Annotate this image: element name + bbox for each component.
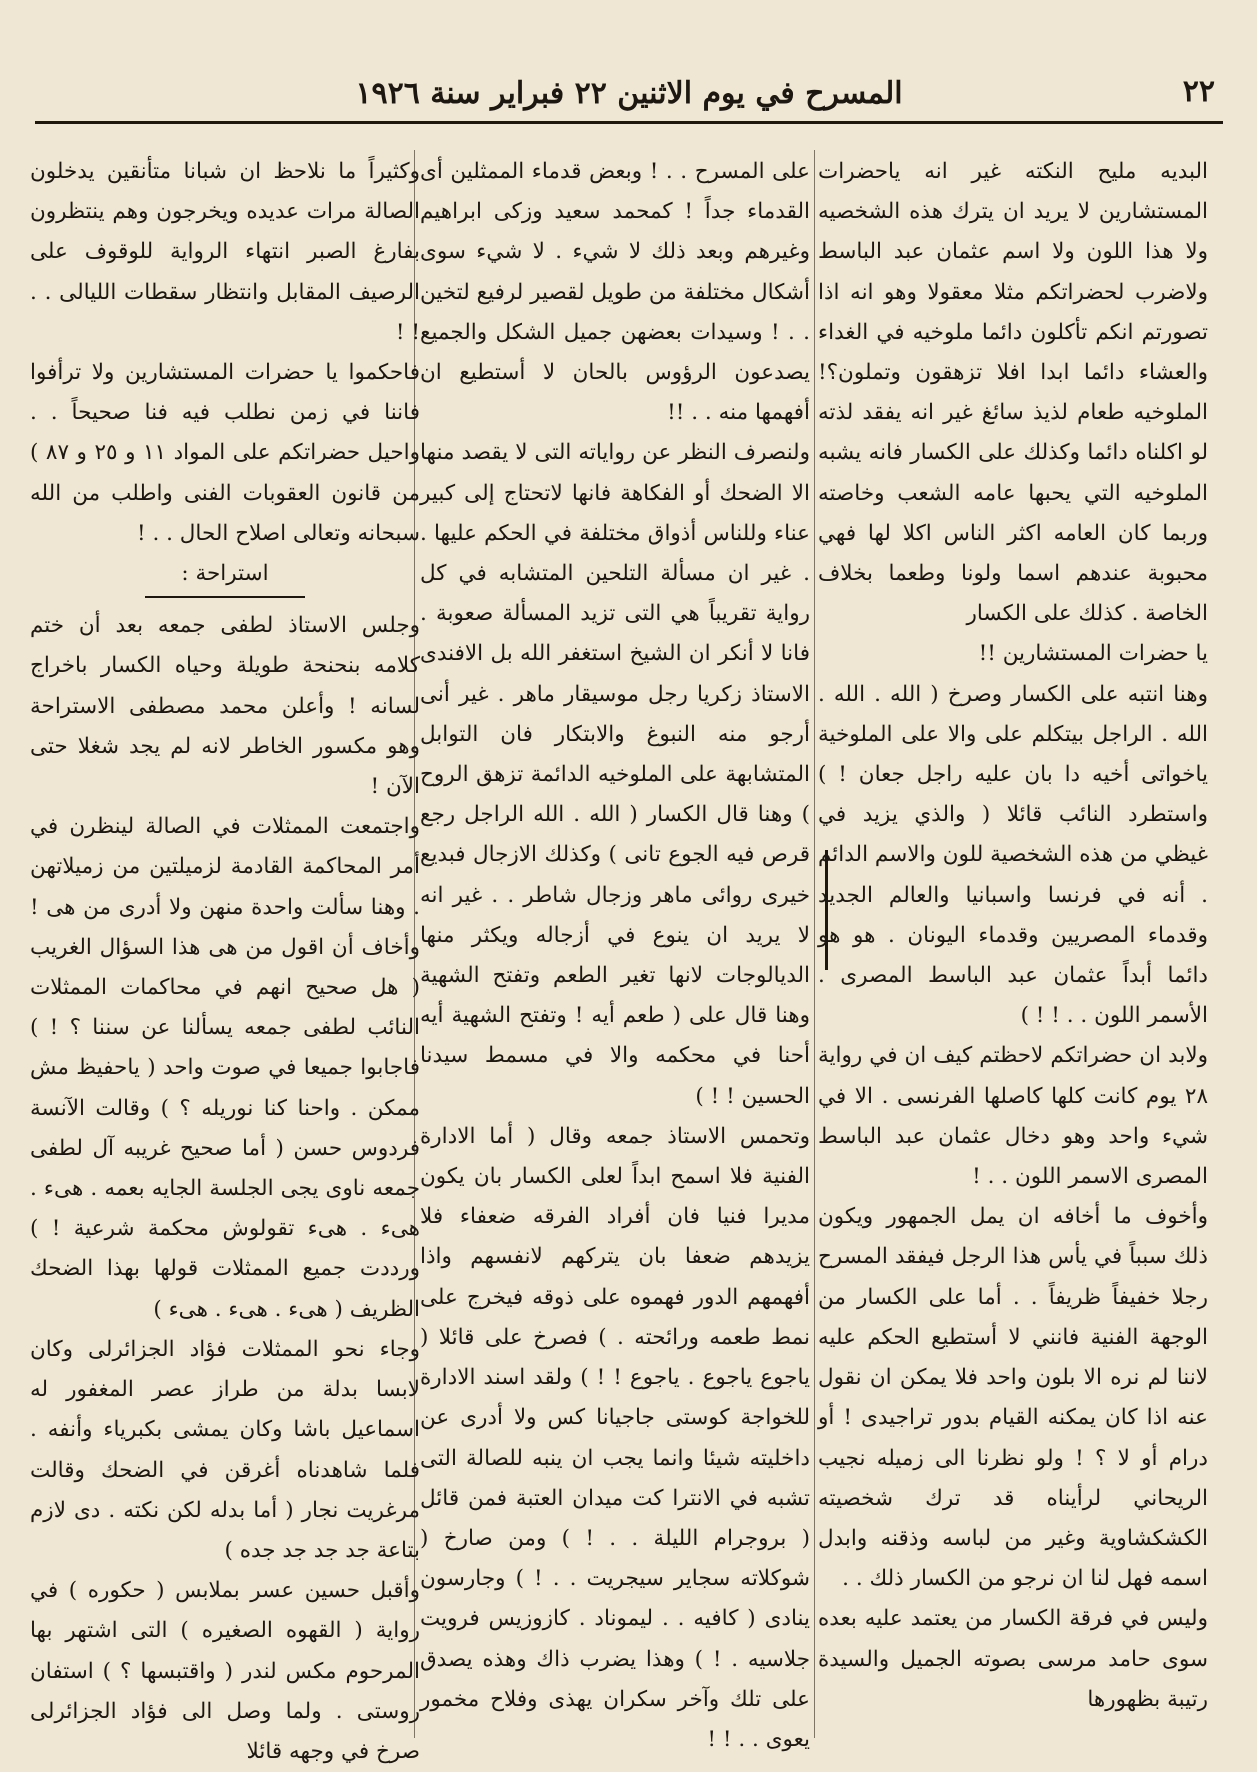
paragraph: وهنا انتبه على الكسار وصرخ ( الله . الله . الله . الراجل بيتكلم على والا على الملوخية ياخواتى أخيه دا بان عليه راجل جعان ! ) واستطرد النائب قائلا ( والذي يزيد في غيظي من هذه الشخصية للون والاسم الدائم . أنه في فرنسا واسبانيا والعالم الجديد وقدماء المصريين وقدماء اليونان . هو هو دائما أبداً عثمان عبد الباسط المصرى . الأسمر اللون . . ! ! ) (818, 681, 1208, 1029)
header-rule (35, 121, 1223, 124)
section-subheading: استراحة : (181, 561, 269, 587)
column-right (818, 152, 1208, 1732)
column-left (30, 152, 420, 1764)
subheading-rule (145, 596, 305, 598)
paragraph: البديه مليح النكته غير انه ياحضرات المستشارين لا يريد ان يترك هذه الشخصيه ولا هذا اللون ولا اسم عثمان عبد الباسط ولاضرب لحضراتكم مثلا معقولا وهو انه اذا تصورتم انكم تأكلون دائما ملوخيه في الغداء والعشاء دائما ابدا افلا تزهقون وتملون؟! الملوخيه طعام لذيذ سائغ غير انه يفقد لذته لو اكلناه دائما وكذلك على الكسار فانه يشبه الملوخيه التي يحبها عامه الشعب وخاصته وربما كان العامه اكثر الناس اكلا لها فهي محبوبة عندهم اسما ولونا وطعما بخلاف الخاصة . كذلك على الكسار (818, 159, 1208, 627)
column-separator (814, 150, 815, 1738)
paragraph: وأخوف ما أخافه ان يمل الجمهور ويكون ذلك سبباً في يأس هذا الرجل فيفقد المسرح رجلا خفيفاً ظريفاً . . أما على الكسار من الوجهة الفنية فانني لا أستطيع الحكم عليه لاننا لم نره الا بلون واحد فلا يمكن ان نقول عنه اذا كان يمكنه القيام بدور تراجيدى ! أو درام أو لا ؟ ! ولو نظرنا الى زميله نجيب الريحاني لرأيناه قد ترك شخصيته الكشكشاوية وغير من لباسه وذقنه وابدل اسمه فهل لنا ان نرجو من الكسار ذلك . . (818, 1204, 1208, 1592)
paragraph: ولنصرف النظر عن رواياته التى لا يقصد منها الا الضحك أو الفكاهة فانها لاتحتاج إلى كبير عناء وللناس أذواق مختلفة في الحكم عليها . . غير ان مسألة التلحين المتشابه في كل رواية تقريباً هي التى تزيد المسألة صعوبة . فانا لا أنكر ان الشيخ استغفر الله بل الافندى الاستاذ زكريا رجل موسيقار ماهر . غير أنى أرجو منه النبوغ والابتكار فان التوابل المتشابهة على الملوخيه الدائمة تزهق الروح ) وهنا قال الكسار ( الله . الله الراجل رجع قرص فيه الجوع تانى ) وكذلك الازجال فبديع خيرى روائى ماهر وزجال شاطر . . غير انه لا يريد ان ينوع في أزجاله ويكثر منها الديالوجات لانها تغير الطعم وتفتح الشهية وهنا قال على ( طعم أيه ! وتفتح الشهية أيه أحنا في محكمه والا في مسمط سيدنا الحسين ! ! ) (420, 440, 810, 1109)
paragraph: وأقبل حسين عسر بملابس ( حكوره ) في رواية ( القهوه الصغيره ) التى اشتهر بها المرحوم مكس لندر ( واقتبسها ؟ ) استفان روستى . ولما وصل الى فؤاد الجزائرلى صرخ في وجهه قائلا (30, 1578, 420, 1764)
column-middle (420, 152, 810, 1752)
paragraph: على المسرح . . ! وبعض قدماء الممثلين أى القدماء جداً ! كمحمد سعيد وزكى ابراهيم وغيرهم وبعد ذلك لا شيء . لا شيء سوى أشكال مختلفة من طويل لقصير لرفيع لتخين . . ! وسيدات بعضهن جميل الشكل والجميع يصدعون الرؤوس بالحان لا أستطيع ان أفهمها منه . . !! (420, 159, 810, 426)
paragraph: وليس في فرقة الكسار من يعتمد عليه بعده سوى حامد مرسى بصوته الجميل والسيدة رتيبة بظهورها (818, 1606, 1208, 1712)
paragraph: وكثيراً ما نلاحظ ان شبانا متأنقين يدخلون الصالة مرات عديده ويخرجون وهم ينتظرون بفارغ الصبر انتهاء الرواية للوقوف على الرصيف المقابل وانتظار سقطات الليالى . . ! ! (30, 159, 420, 345)
paragraph: ولابد ان حضراتكم لاحظتم كيف ان في رواية ٢٨ يوم كانت كلها كاصلها الفرنسى . الا في شيء واحد وهو دخال عثمان عبد الباسط المصرى الاسمر اللون . . ! (818, 1043, 1208, 1190)
page-header (35, 62, 1223, 122)
paragraph: واجتمعت الممثلات في الصالة لينظرن في أمر المحاكمة القادمة لزميلتين من زميلاتهن . وهنا سألت واحدة منهن ولا أدرى من هى ! وأخاف أن اقول من هى هذا السؤال الغريب ( هل صحيح انهم في محاكمات الممثلات النائب لطفى جمعه يسألنا عن سننا ؟ ! ) فاجابوا جميعا في صوت واحد ( ياحفيظ مش ممكن . واحنا كنا نوريله ؟ ) وقالت الآنسة فردوس حسن ( أما صحيح غريبه آل لطفى جمعه ناوى يجى الجلسة الجايه بعمه . هىء . هىء . هىء تقولوش محكمة شرعية ! ) ورددت جميع الممثلات قولها بهذا الضحك الظريف ( هىء . هىء . هىء ) (30, 814, 420, 1322)
paragraph: وجلس الاستاذ لطفى جمعه بعد أن ختم كلامه بنحنحة طويلة وحياه الكسار باخراج لسانه ! وأعلن محمد مصطفى الاستراحة وهو مكسور الخاطر لانه لم يجد شغلا حتى الآن ! (30, 613, 420, 800)
paragraph: فاحكموا يا حضرات المستشارين ولا ترأفوا فاننا في زمن نطلب فيه فنا صحيحاً . . واحيل حضراتكم على المواد ١١ و ٢٥ و ٨٧ ) من قانون العقوبات الفنى واطلب من الله سبحانه وتعالى اصلاح الحال . . ! (30, 360, 420, 546)
running-title: المسرح في يوم الاثنين ٢٢ فبراير سنة ١٩٢٦ (355, 76, 903, 111)
paragraph: وتحمس الاستاذ جمعه وقال ( أما الادارة الفنية فلا اسمح ابداً لعلى الكسار بان يكون مديرا فنيا فان أفراد الفرقه ضعفاء فلا يزيدهم ضعفا بان يتركهم لانفسهم واذا أفهمهم الدور فهموه على ذوقه فيخرج على نمط طعمه ورائحته . ) فصرخ على قائلا ( ياجوع ياجوع . ياجوع ! ! ) ولقد اسند الادارة للخواجة كوستى جاجيانا كس ولا أدرى عن داخليته شيئا وانما يجب ان ينبه للصالة التى تشبه في الانترا كت ميدان العتبة فمن قائل ( بروجرام الليلة . . ! ) ومن صارخ ( شوكلاته سجاير سيجريت . . ! ) وجارسون ينادى ( كافيه . . ليموناد . كازوزيس فرويت جلاسيه . ! ) وهذا يضرب ذاك وهذه يصدق على تلك وآخر سكران يهذى وفلاح مخمور يعوى . . ! ! (420, 1123, 810, 1752)
paragraph: وجاء نحو الممثلات فؤاد الجزائرلى وكان لابسا بدلة من طراز عصر المغفور له اسماعيل باشا وكان يمشى بكبرياء وأنفه . فلما شاهدناه أغرقن في الضحك وقالت مرغريت نجار ( أما بدله لكن نكته . دى لازم بتاعة جد جد جد جده ) (30, 1336, 420, 1563)
paragraph: يا حضرات المستشارين !! (978, 641, 1208, 667)
page-number: ٢٢ (1182, 74, 1215, 109)
